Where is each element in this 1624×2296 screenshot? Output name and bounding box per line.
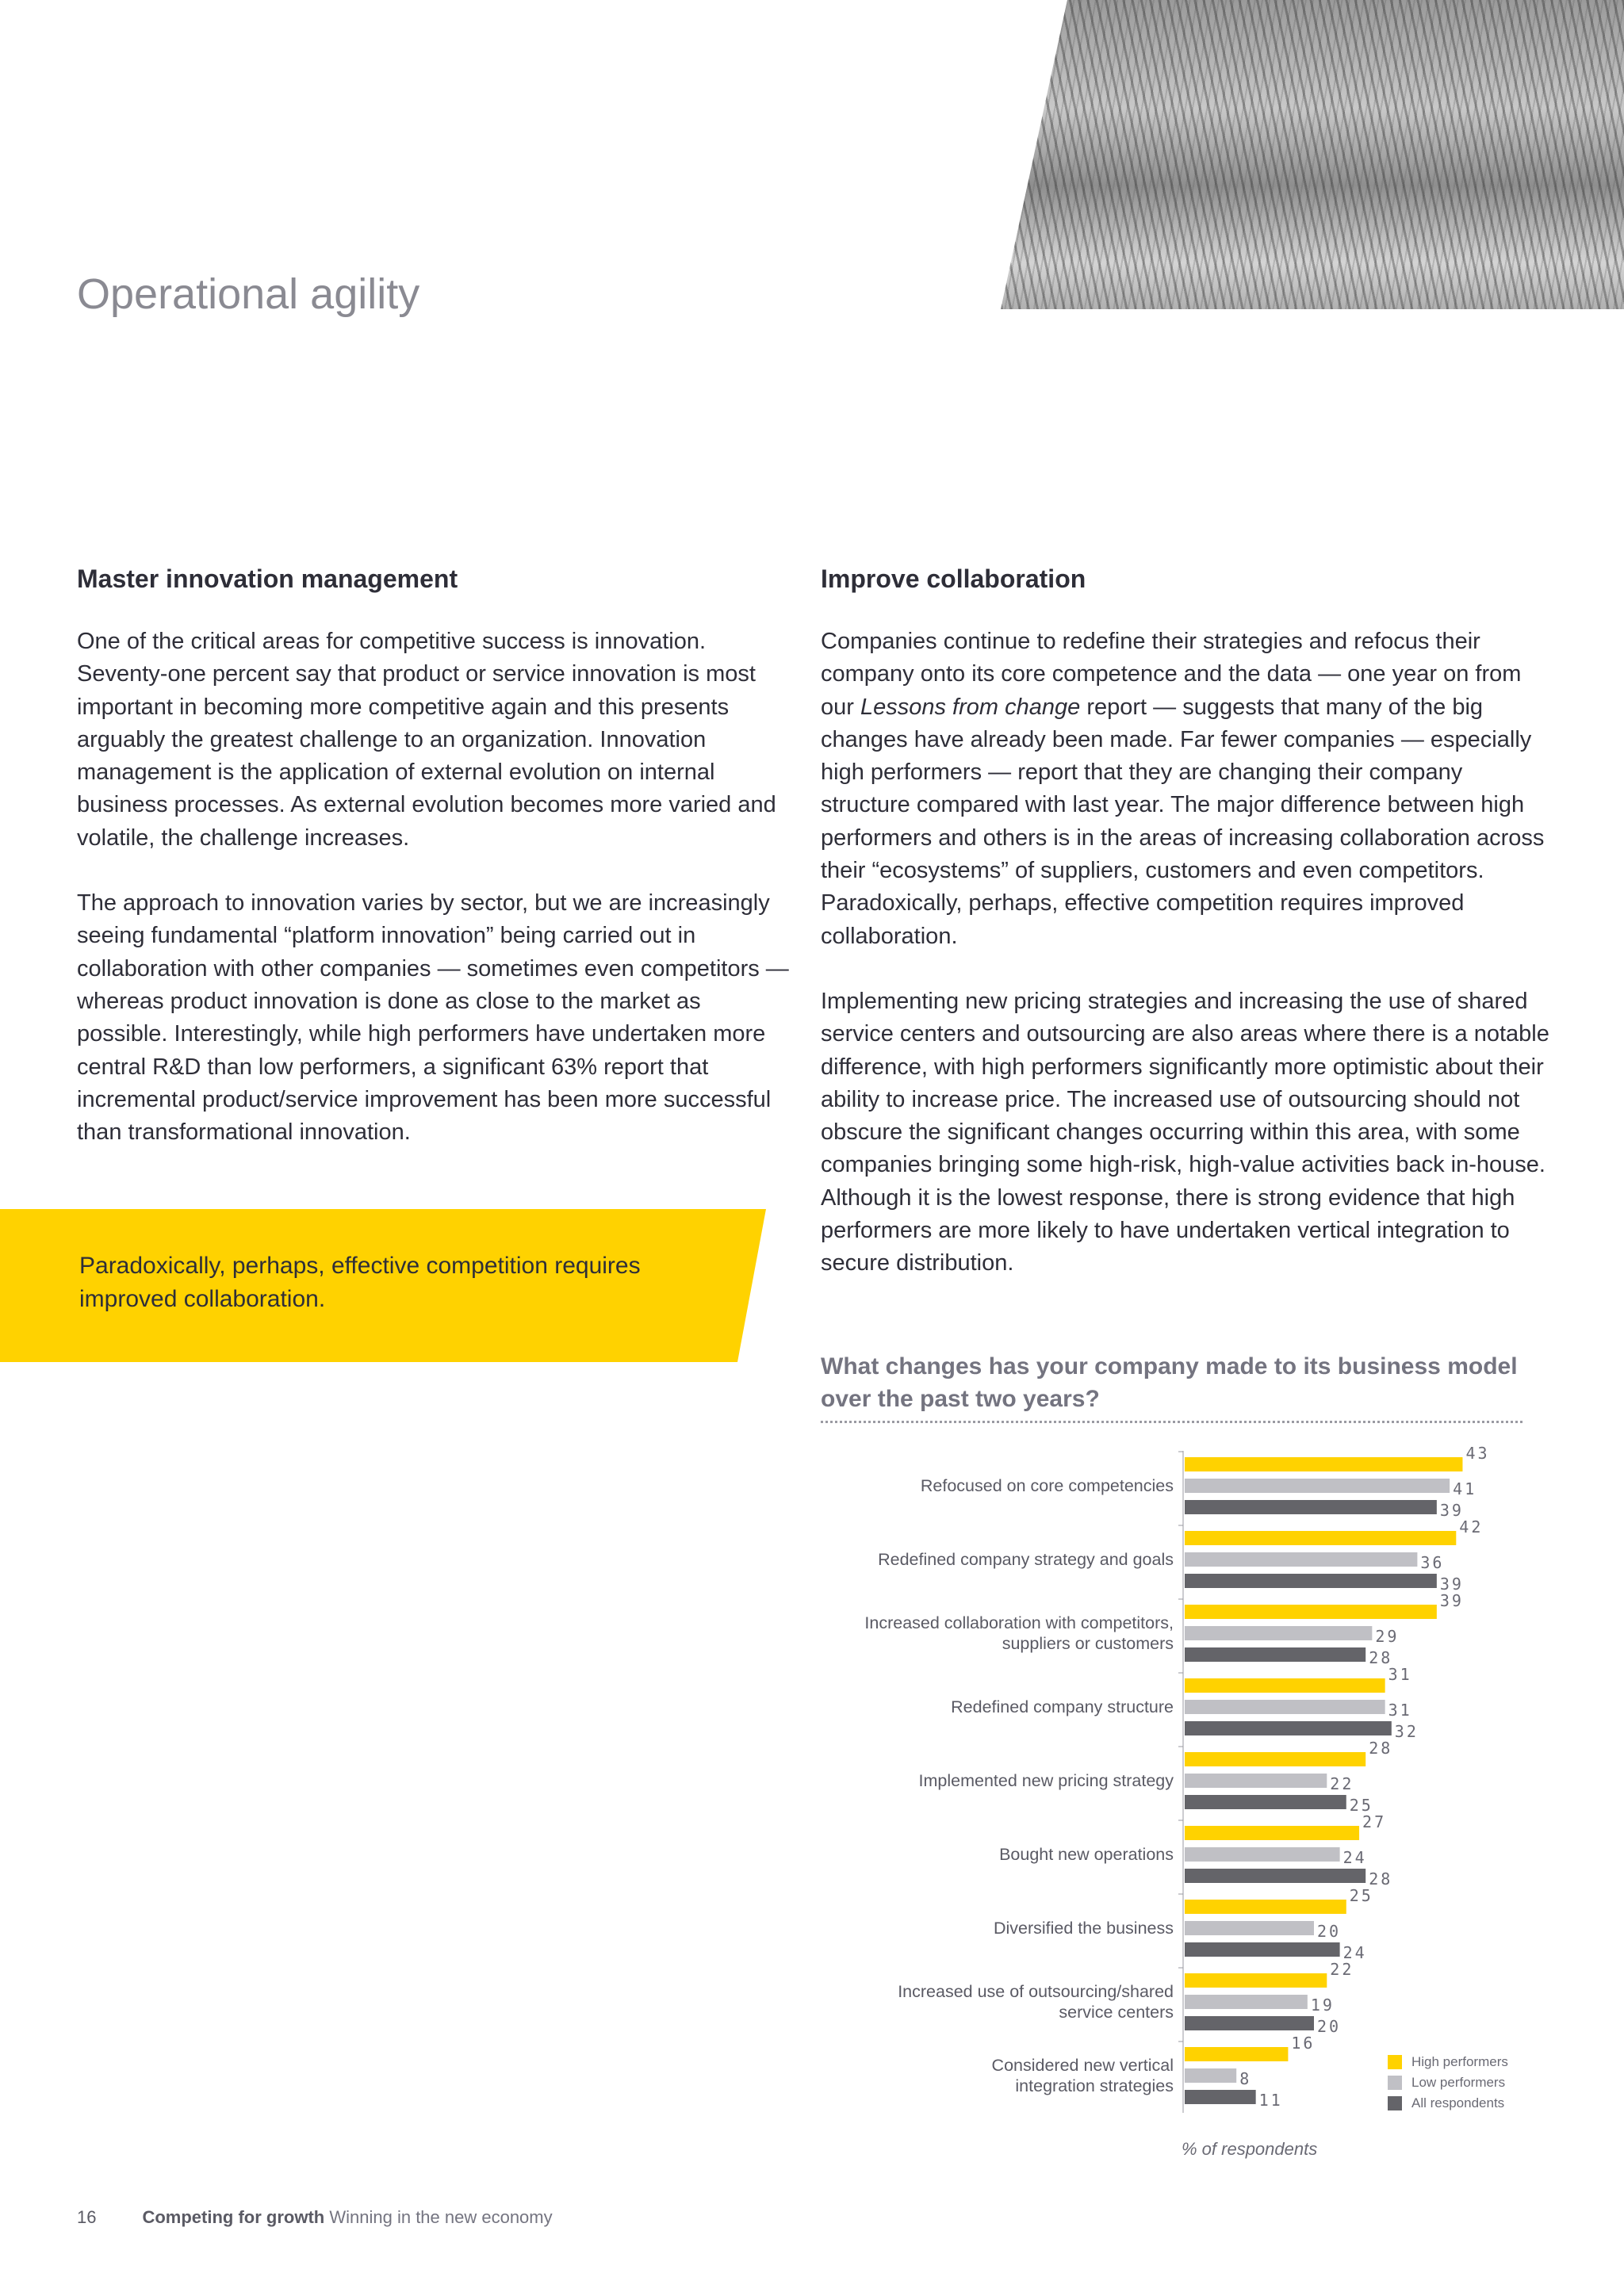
data-label: 27 <box>1362 1812 1387 1831</box>
category-label-line: service centers <box>1059 2003 1174 2022</box>
category-label-line: Diversified the business <box>993 1919 1174 1938</box>
bar-high-performers <box>1185 1457 1462 1471</box>
page-title: Operational agility <box>77 270 420 318</box>
data-label: 29 <box>1375 1627 1400 1646</box>
data-label: 42 <box>1459 1517 1484 1536</box>
bar-low-performers <box>1185 2068 1236 2083</box>
bar-high-performers <box>1185 1900 1346 1914</box>
bar-high-performers <box>1185 1826 1359 1840</box>
category-label-line: Bought new operations <box>999 1845 1174 1864</box>
bar-low-performers <box>1185 1995 1308 2009</box>
bar-low-performers <box>1185 1626 1372 1640</box>
data-label: 24 <box>1342 1943 1367 1962</box>
bar-high-performers <box>1185 1605 1437 1619</box>
bar-low-performers <box>1185 1552 1417 1567</box>
category-label-line: suppliers or customers <box>1002 1634 1174 1653</box>
report-title: Lessons from change <box>860 694 1081 720</box>
data-label: 39 <box>1439 1575 1464 1594</box>
data-label: 28 <box>1369 1739 1393 1758</box>
data-label: 25 <box>1349 1796 1373 1815</box>
category-label-line: Redefined company strategy and goals <box>878 1550 1174 1569</box>
legend-label: High performers <box>1411 2054 1508 2069</box>
data-label: 16 <box>1291 2034 1316 2053</box>
bar-all-respondents <box>1185 2090 1256 2104</box>
category-label-line: Increased use of outsourcing/shared <box>898 1982 1174 2001</box>
data-label: 31 <box>1388 1665 1412 1684</box>
category-label-line: Increased collaboration with competitors, <box>864 1613 1174 1632</box>
category-label <box>919 1771 1174 1790</box>
paragraph: One of the critical areas for competitive success is innovation. Seventy-one percent say that product or service innovation is most important in becoming more competitive again and this presents arguably the greatest challenge to an organization. Innovation management is the application of external evolution on internal business processes. As external evolution becomes more varied and volatile, the challenge increases. <box>77 629 776 851</box>
header-photo <box>1001 0 1624 309</box>
bar-high-performers <box>1185 1678 1385 1693</box>
data-label: 28 <box>1369 1869 1393 1888</box>
data-label: 32 <box>1394 1722 1419 1741</box>
bar-all-respondents <box>1185 1647 1365 1662</box>
bar-chart-svg <box>821 1443 1566 2172</box>
paragraph: Implementing new pricing strategies and increasing the use of shared service centers and outsourcing are also areas where there is a notable difference, with high performers significantly more optimistic about their ability to increase price. The increased use of outsourcing should not obscure the significant changes occurring within this area, with some companies bringing some high-risk, high-value activities back in-house. Although it is the lowest response, there is strong evidence that high performers are more likely to have undertaken vertical integration to secure distribution. <box>821 988 1549 1276</box>
section-heading-innovation: Master innovation management <box>77 564 458 593</box>
bar-low-performers <box>1185 1700 1385 1714</box>
category-label <box>864 1613 1174 1653</box>
category-label <box>951 1697 1174 1716</box>
chart-title: What changes has your company made to its business model over the past two years? <box>821 1353 1518 1412</box>
category-label-line: integration strategies <box>1015 2076 1174 2095</box>
data-label: 22 <box>1330 1960 1354 1979</box>
bar-high-performers <box>1185 2047 1288 2061</box>
paragraph-text: report — suggests that many of the big changes have already been made. Far fewer companies — especially high performers — report that they are changing their company structure compared with last year. The major difference between high performers and others is in the areas of increasing collaboration across their “ecosystems” of suppliers, customers and even competitors. Paradoxically, perhaps, effective competition requires improved collaboration. <box>821 694 1545 949</box>
bar-all-respondents <box>1185 1574 1437 1588</box>
bar-chart <box>821 1443 1566 2172</box>
data-label: 41 <box>1453 1479 1477 1498</box>
data-label: 39 <box>1439 1591 1464 1610</box>
x-axis-label: % of respondents <box>1182 2139 1318 2159</box>
data-label: 25 <box>1349 1886 1373 1905</box>
category-label <box>921 1476 1174 1495</box>
paragraph <box>821 626 1550 953</box>
legend-swatch <box>1388 2055 1402 2069</box>
bar-high-performers <box>1185 1973 1327 1988</box>
category-label-line: Considered new vertical <box>991 2056 1174 2075</box>
category-label <box>878 1550 1174 1569</box>
data-label: 11 <box>1258 2091 1283 2110</box>
chart-title-divider <box>821 1421 1522 1423</box>
category-label <box>999 1845 1174 1864</box>
pull-quote: Paradoxically, perhaps, effective competition requires improved collaboration. <box>79 1253 641 1312</box>
bar-high-performers <box>1185 1752 1365 1766</box>
data-label: 28 <box>1369 1648 1393 1667</box>
data-label: 43 <box>1465 1444 1490 1463</box>
legend-label: All respondents <box>1411 2095 1505 2110</box>
data-label: 31 <box>1388 1701 1412 1720</box>
data-label: 22 <box>1330 1774 1354 1793</box>
publication-subtitle: Winning in the new economy <box>329 2207 553 2227</box>
publication-title: Competing for growth <box>142 2207 325 2227</box>
legend-label: Low performers <box>1411 2075 1506 2090</box>
category-label-line: Redefined company structure <box>951 1697 1174 1716</box>
category-label <box>992 2056 1174 2095</box>
bar-low-performers <box>1185 1847 1340 1862</box>
category-label <box>994 1919 1174 1938</box>
data-label: 8 <box>1239 2069 1252 2088</box>
page-footer <box>77 2207 553 2228</box>
bar-all-respondents <box>1185 2016 1314 2030</box>
bar-low-performers <box>1185 1921 1314 1935</box>
category-label-line: Refocused on core competencies <box>920 1476 1174 1495</box>
bar-all-respondents <box>1185 1942 1340 1957</box>
bar-low-performers <box>1185 1774 1327 1788</box>
bar-all-respondents <box>1185 1500 1437 1514</box>
bar-high-performers <box>1185 1531 1456 1545</box>
data-label: 39 <box>1439 1501 1464 1520</box>
bar-all-respondents <box>1185 1795 1346 1809</box>
data-label: 24 <box>1342 1848 1367 1867</box>
bar-all-respondents <box>1185 1721 1392 1735</box>
paragraph-text: Companies continue to redefine their strategies and refocus their company onto its core competence and the data — one year on from our <box>821 629 1522 720</box>
data-label: 20 <box>1317 1922 1342 1941</box>
data-label: 19 <box>1310 1996 1335 2015</box>
category-label-line: Implemented new pricing strategy <box>918 1771 1174 1790</box>
legend-swatch <box>1388 2096 1402 2110</box>
category-label <box>898 1982 1174 2022</box>
legend-swatch <box>1388 2076 1402 2090</box>
bar-low-performers <box>1185 1479 1450 1493</box>
section-heading-collaboration: Improve collaboration <box>821 564 1086 593</box>
left-column <box>77 564 791 1181</box>
bar-all-respondents <box>1185 1869 1365 1883</box>
data-label: 20 <box>1317 2017 1342 2036</box>
paragraph: The approach to innovation varies by sector, but we are increasingly seeing fundamental “platform innovation” being carried out in collaboration with other companies — sometimes even competitors — whereas product innovation is done as close to the market as possible. Interestingly, while high performers have undertaken more central R&D than low performers, a significant 63% report that incremental product/service improvement has been more successful than transformational innovation. <box>77 890 789 1146</box>
right-column <box>821 564 1550 1313</box>
data-label: 36 <box>1420 1553 1445 1572</box>
page-number: 16 <box>77 2207 97 2227</box>
